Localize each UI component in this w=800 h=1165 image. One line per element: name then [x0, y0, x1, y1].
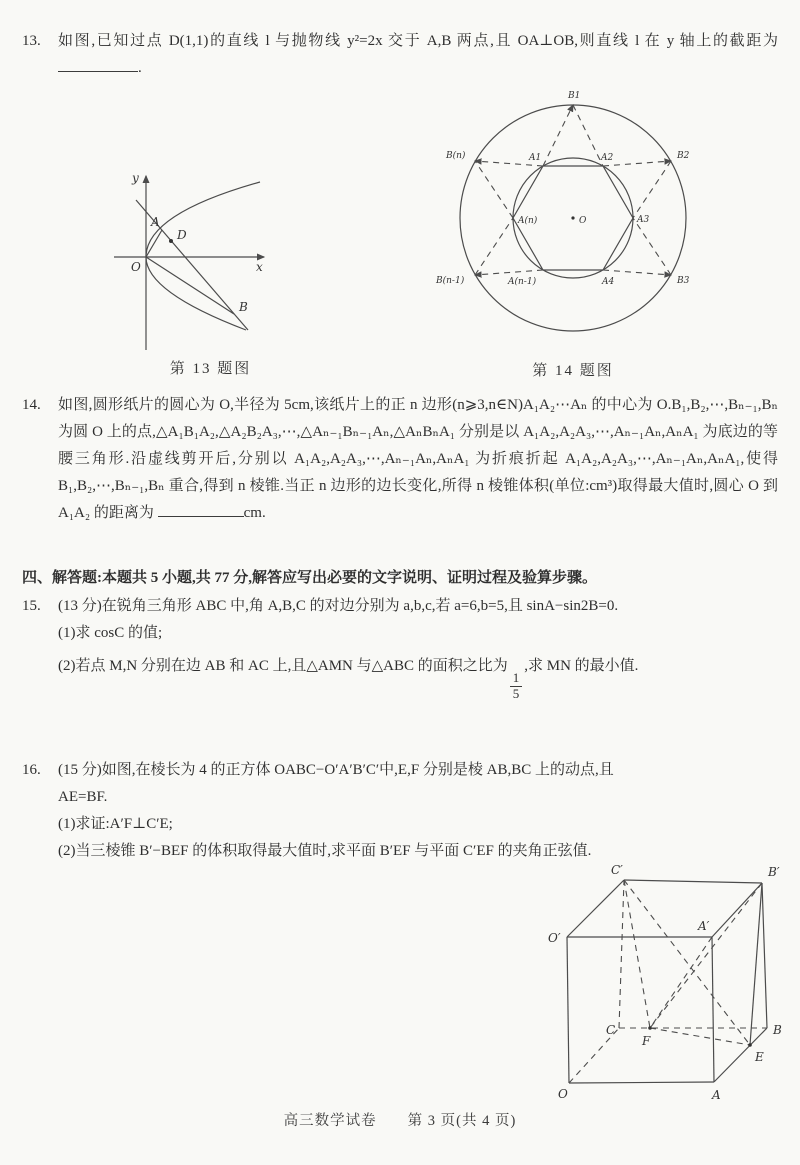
label-b: B [239, 300, 248, 314]
label-bprime-vertex: B′ [768, 865, 780, 879]
fraction-one-fifth [510, 671, 523, 702]
dashed-an1-bn1 [475, 270, 543, 275]
question-14 [22, 392, 778, 527]
question-16-number: 16. [22, 762, 41, 778]
question-13-figure-caption: 第 13 题图 [169, 361, 252, 377]
section-4-heading: 四、解答题:本题共 5 小题,共 77 分,解答应写出必要的文字说明、证明过程及验算步骤。 [22, 570, 597, 586]
edge-aprime-bprime [712, 883, 762, 937]
q13-figure-svg [98, 162, 323, 352]
label-b2: B2 [677, 151, 690, 161]
point-e-dot [748, 1043, 752, 1047]
question-15-number: 15. [22, 598, 41, 614]
question-13-text: 如图,已知过点 D(1,1)的直线 l 与抛物线 y²=2x 交于 A,B 两点,且 OA⊥OB,则直线 l 在 y 轴上的截距为 [58, 33, 778, 49]
segment-cprime-f [624, 880, 650, 1028]
label-a: A [151, 215, 160, 229]
label-b-vertex: B [773, 1023, 782, 1037]
fraction-numerator: 1 [510, 671, 523, 687]
point-d-dot [169, 239, 173, 243]
label-aprime-vertex: A′ [698, 919, 710, 933]
dashed-a4-b3 [603, 270, 671, 275]
label-an1: A(n-1) [508, 277, 537, 287]
edge-o-a [569, 1082, 714, 1083]
segment-bprime-f [650, 883, 762, 1028]
point-f-dot [648, 1026, 652, 1030]
label-o-vertex: O [558, 1087, 568, 1101]
question-16-figure [522, 860, 787, 1105]
label-a4: A4 [602, 277, 615, 287]
question-13-figure [98, 162, 323, 383]
dashed-b2-a3 [633, 161, 671, 218]
dashed-b3-a3 [633, 218, 671, 275]
edge-c-cprime-hidden [619, 880, 624, 1028]
label-a2: A2 [601, 153, 614, 163]
edge-cprime-bprime [624, 880, 762, 883]
dashed-b1-a2 [573, 105, 603, 166]
question-13-answer-blank [58, 57, 138, 72]
segment-bprime-e [750, 883, 762, 1045]
q14-figure-svg [428, 86, 718, 354]
question-15-part2 [58, 653, 778, 702]
label-e-point: E [755, 1050, 764, 1064]
question-15-part2-text: (2)若点 M,N 分别在边 AB 和 AC 上,且△AMN 与△ABC 的面积之比为 [58, 658, 508, 674]
parabola-upper-branch [146, 182, 260, 257]
label-f-point: F [642, 1034, 651, 1048]
segment-ob [146, 257, 234, 314]
label-o-center: O [579, 216, 587, 226]
label-an: A(n) [518, 216, 538, 226]
segment-cprime-e [624, 880, 750, 1045]
edge-o-oprime [567, 937, 569, 1083]
dashed-a1-b1 [543, 105, 573, 166]
question-16 [22, 757, 778, 865]
dashed-an-bn [475, 161, 513, 218]
question-13 [22, 28, 778, 82]
label-cprime-vertex: C′ [611, 863, 623, 877]
edge-oprime-cprime [567, 880, 624, 937]
question-14-number: 14. [22, 397, 41, 413]
segment-e-f [650, 1028, 750, 1045]
label-b3: B3 [677, 276, 690, 286]
question-16-part2: (2)当三棱锥 B′−BEF 的体积取得最大值时,求平面 B′EF 与平面 C′EF 的夹角正弦值. [58, 843, 592, 859]
question-15-intro: (13 分)在锐角三角形 ABC 中,角 A,B,C 的对边分别为 a,b,c,若 a=6,b=5,且 sinA−sin2B=0. [58, 598, 619, 614]
parabola-lower-branch [146, 257, 246, 330]
label-c-vertex: C [606, 1023, 616, 1037]
question-16-condition: AE=BF. [58, 789, 108, 805]
label-a1: A1 [529, 153, 542, 163]
question-15-part2-text-after: ,求 MN 的最小值. [524, 658, 639, 674]
question-15-part1: (1)求 cosC 的值; [58, 625, 163, 641]
question-14-answer-blank [158, 502, 244, 517]
question-14-figure [428, 86, 718, 385]
question-14-figure-caption: 第 14 题图 [532, 363, 614, 379]
edge-b-bprime [762, 883, 767, 1028]
edge-a-aprime [712, 937, 714, 1082]
label-bn: B(n) [446, 151, 466, 161]
label-oprime-vertex: O′ [548, 931, 561, 945]
question-14-unit: cm. [243, 505, 266, 521]
question-13-number: 13. [22, 33, 41, 49]
label-x: x [256, 260, 263, 274]
question-14-text: 如图,圆形纸片的圆心为 O,半径为 5cm,该纸片上的正 n 边形(n⩾3,n∈N)A₁A₂⋯Aₙ 的中心为 O.B₁,B₂,⋯,Bₙ₋₁,Bₙ 为圆 O 上的点,△A₁B₁A₂,△A₂B₂A₃,⋯,△Aₙ₋₁Bₙ₋₁Aₙ,△AₙBₙA₁ 分别是以 A₁A₂,A₂A₃,⋯,Aₙ₋₁Aₙ,AₙA₁ 为底边的等腰三角形.沿虚线剪开后,分别以 A₁A₂,A₂A₃,⋯,Aₙ₋₁Aₙ,AₙA₁ 为折痕折起 A₁A₂,A₂A₃,⋯,Aₙ₋₁Aₙ,AₙA₁,使得 B₁,B₂,⋯,Bₙ₋₁,Bₙ 重合,得到 n 棱锥.当正 n 边形的边长变化,所得 n 棱锥体积(单位:cm³)取得最大值时,圆心 O 到 A₁A₂ 的距离为 [58, 397, 778, 521]
label-bn1: B(n-1) [436, 276, 465, 286]
question-16-intro: (15 分)如图,在棱长为 4 的正方体 OABC−O′A′B′C′中,E,F 分别是棱 AB,BC 上的动点,且 [58, 762, 614, 778]
dashed-bn1-an [475, 218, 513, 275]
label-a-vertex: A [712, 1088, 721, 1102]
q16-figure-svg [522, 860, 787, 1105]
label-a3: A3 [637, 215, 650, 225]
segment-aprime-f [650, 937, 712, 1028]
question-15 [22, 593, 778, 702]
question-13-period: . [138, 60, 142, 76]
label-o: O [131, 260, 141, 274]
question-16-part1: (1)求证:A′F⊥C′E; [58, 816, 173, 832]
label-y: y [132, 171, 139, 185]
fraction-denominator: 5 [512, 685, 520, 701]
page-footer: 高三数学试卷 第 3 页(共 4 页) [283, 1113, 517, 1129]
label-b1: B1 [568, 91, 581, 101]
label-d: D [177, 228, 187, 242]
center-dot [571, 216, 574, 219]
